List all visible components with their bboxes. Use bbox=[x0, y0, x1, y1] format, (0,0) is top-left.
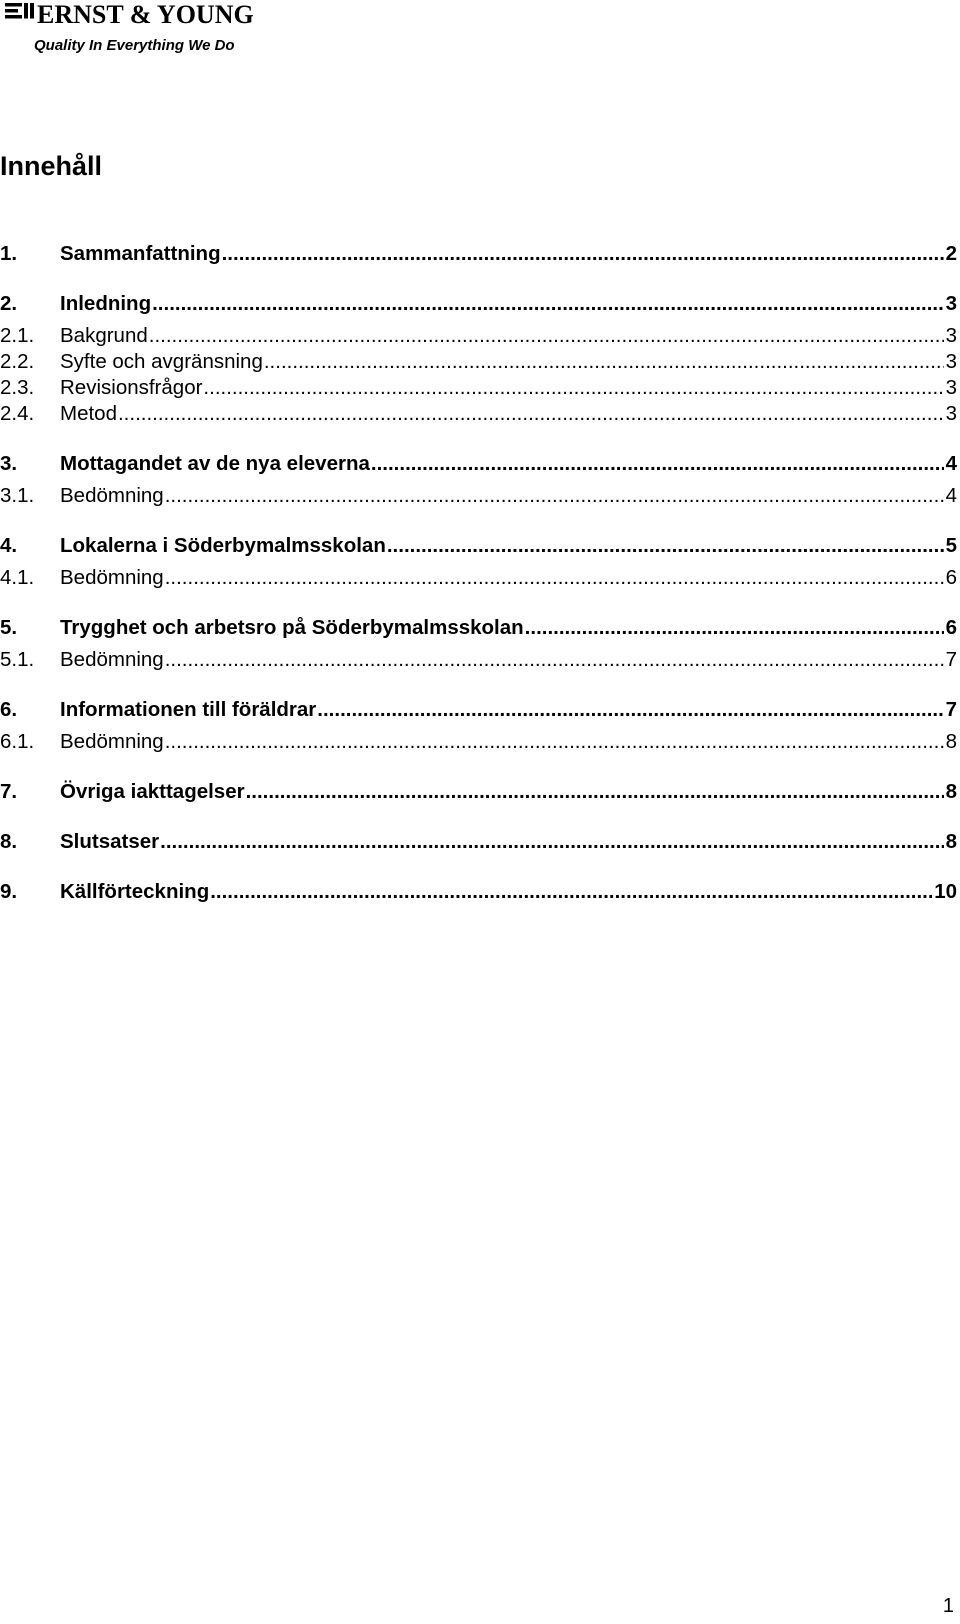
toc-entry-page: 8 bbox=[945, 830, 957, 853]
toc-entry[interactable] bbox=[0, 400, 957, 428]
toc-entry-number: 6.1. bbox=[0, 730, 35, 753]
toc-entry-page: 10 bbox=[934, 880, 957, 903]
toc-entry-label: Bedömning bbox=[60, 648, 164, 671]
toc-entry-label: Övriga iakttagelser bbox=[60, 780, 245, 803]
toc-entry-label: Metod bbox=[60, 402, 117, 425]
toc-entry-label: Trygghet och arbetsro på Söderbymalmsskolan bbox=[60, 616, 524, 639]
toc-entry-page: 8 bbox=[945, 780, 957, 803]
toc-entry-number: 5.1. bbox=[0, 648, 35, 671]
toc-entry-page: 2 bbox=[945, 242, 957, 265]
toc-entry-number: 2. bbox=[0, 292, 18, 315]
toc-entry-label: Syfte och avgränsning bbox=[60, 350, 263, 373]
toc-entry[interactable] bbox=[0, 322, 957, 350]
toc-dot-leader bbox=[210, 878, 932, 906]
toc-entry[interactable] bbox=[0, 290, 957, 318]
toc-entry-number: 6. bbox=[0, 698, 18, 721]
toc-entry-number: 4.1. bbox=[0, 566, 35, 589]
toc-entry-label: Informationen till föräldrar bbox=[60, 698, 317, 721]
toc-entry-label: Bakgrund bbox=[60, 324, 148, 347]
page-number: 1 bbox=[942, 1595, 954, 1617]
toc-entry-number: 5. bbox=[0, 616, 18, 639]
toc-entry-number: 3. bbox=[0, 452, 18, 475]
toc-entry-page: 4 bbox=[945, 452, 957, 475]
toc-entry[interactable] bbox=[0, 696, 957, 724]
toc-entry[interactable] bbox=[0, 828, 957, 856]
toc-dot-leader bbox=[152, 290, 943, 318]
toc-dot-leader bbox=[387, 532, 944, 560]
toc-entry[interactable] bbox=[0, 450, 957, 478]
logo-tagline-text: Quality In Everything We Do bbox=[34, 37, 235, 54]
toc-dot-leader bbox=[222, 240, 944, 268]
toc-entry-page: 3 bbox=[945, 402, 957, 425]
toc-entry-page: 4 bbox=[945, 484, 957, 507]
toc-entry-label: Sammanfattning bbox=[60, 242, 221, 265]
toc-entry-label: Bedömning bbox=[60, 484, 164, 507]
toc-dot-leader bbox=[160, 828, 943, 856]
toc-dot-leader bbox=[165, 564, 944, 592]
toc-entry-label: Slutsatser bbox=[60, 830, 160, 853]
toc-entry-label: Mottagandet av de nya eleverna bbox=[60, 452, 370, 475]
toc-entry-label: Bedömning bbox=[60, 730, 164, 753]
toc-entry-page: 7 bbox=[945, 648, 957, 671]
toc-entry[interactable] bbox=[0, 348, 957, 376]
toc-entry[interactable] bbox=[0, 878, 957, 906]
toc-entry-page: 3 bbox=[945, 292, 957, 315]
toc-dot-leader bbox=[371, 450, 944, 478]
toc-entry[interactable] bbox=[0, 646, 957, 674]
toc-dot-leader bbox=[165, 646, 944, 674]
toc-entry-page: 3 bbox=[945, 376, 957, 399]
toc-entry[interactable] bbox=[0, 564, 957, 592]
toc-entry[interactable] bbox=[0, 240, 957, 268]
toc-title: Innehåll bbox=[0, 151, 103, 181]
toc-dot-leader bbox=[203, 374, 943, 402]
toc-entry-page: 6 bbox=[945, 616, 957, 639]
toc-entry-number: 8. bbox=[0, 830, 18, 853]
toc-entry-number: 2.4. bbox=[0, 402, 35, 425]
toc-entry[interactable] bbox=[0, 614, 957, 642]
toc-dot-leader bbox=[525, 614, 944, 642]
toc-entry[interactable] bbox=[0, 728, 957, 756]
toc-entry[interactable] bbox=[0, 374, 957, 402]
toc-entry-page: 6 bbox=[945, 566, 957, 589]
toc-dot-leader bbox=[317, 696, 943, 724]
toc-entry-page: 5 bbox=[945, 534, 957, 557]
toc-dot-leader bbox=[118, 400, 944, 428]
toc-entry[interactable] bbox=[0, 482, 957, 510]
toc-entry-page: 7 bbox=[945, 698, 957, 721]
toc-entry-label: Inledning bbox=[60, 292, 152, 315]
toc-dot-leader bbox=[165, 728, 944, 756]
toc-entry-label: Revisionsfrågor bbox=[60, 376, 203, 399]
toc-entry-number: 7. bbox=[0, 780, 18, 803]
toc-dot-leader bbox=[246, 778, 944, 806]
toc-dot-leader bbox=[264, 348, 944, 376]
toc-entry-number: 2.2. bbox=[0, 350, 35, 373]
toc-entry-label: Lokalerna i Söderbymalmsskolan bbox=[60, 534, 386, 557]
toc-entry-label: Bedömning bbox=[60, 566, 164, 589]
toc-entry-number: 2.3. bbox=[0, 376, 35, 399]
toc-dot-leader bbox=[165, 482, 944, 510]
toc-entry[interactable] bbox=[0, 778, 957, 806]
logo-brand-text: ERNST & YOUNG bbox=[37, 0, 254, 29]
toc-entry-number: 2.1. bbox=[0, 324, 35, 347]
toc-entry[interactable] bbox=[0, 532, 957, 560]
toc-entry-number: 9. bbox=[0, 880, 18, 903]
toc-entry-number: 3.1. bbox=[0, 484, 35, 507]
toc-entry-number: 4. bbox=[0, 534, 18, 557]
toc-entry-page: 3 bbox=[945, 350, 957, 373]
toc-entry-number: 1. bbox=[0, 242, 18, 265]
toc-entry-page: 8 bbox=[945, 730, 957, 753]
toc-entry-label: Källförteckning bbox=[60, 880, 210, 903]
toc-entry-page: 3 bbox=[945, 324, 957, 347]
toc-dot-leader bbox=[149, 322, 944, 350]
